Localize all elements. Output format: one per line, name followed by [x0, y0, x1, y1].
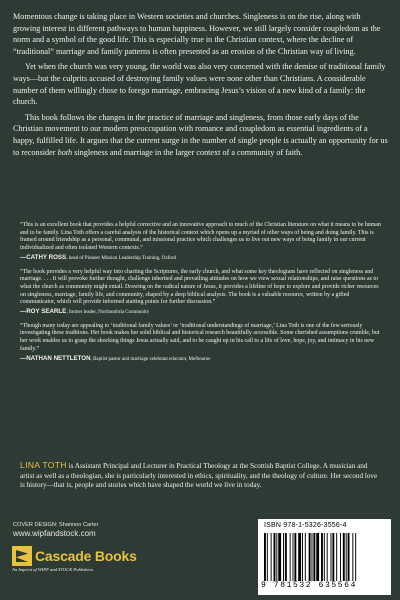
blurb-text: singleness and marriage in the larger context of a community of faith.: [72, 147, 303, 157]
blurb-text: This book follows the changes in the practice of marriage and singleness, from those early days of the Christian movement to our modern preoccupation with romance and coupledom as essential ingredients of a happy, fulfilled life. It argues that the current surge in the number of single people is actually an opportunity for us to reconsider: [13, 112, 388, 157]
endorsement-attribution: [20, 308, 382, 317]
endorser-role: , former leader, Northumbria Community: [66, 310, 150, 316]
blurb-paragraph-3: [13, 112, 388, 158]
publisher-imprint: An Imprint of WIPF and STOCK Publishers: [12, 567, 94, 572]
endorsements: [20, 222, 382, 369]
endorsement-attribution: [20, 254, 382, 263]
barcode-digits: 9 781532 635564: [261, 581, 358, 590]
endorsement: [20, 222, 382, 263]
barcode-bars-icon: [264, 533, 384, 581]
publisher-logo-icon: [12, 546, 32, 566]
author-name: LINA TOTH: [20, 460, 67, 470]
endorser-name: —NATHAN NETTLETON: [20, 354, 91, 362]
isbn-label: ISBN 978-1-5326-3556-4: [264, 522, 347, 529]
author-bio-text: is Assistant Principal and Lecturer in Practical Theology at the Scottish Baptist College. A musician and artist as well as a theologian, she is particularly interested in ethics, spirituality, and the theology of culture. Her second love is history—that is, people and stories which have shaped the world we live in today.: [20, 462, 378, 489]
endorsement: [20, 323, 382, 364]
endorser-name: —ROY SEARLE: [20, 308, 67, 316]
barcode: [258, 519, 391, 595]
endorsement: [20, 269, 382, 317]
publisher-logo: [12, 546, 162, 572]
blurb: [13, 11, 388, 162]
endorser-name: —CATHY ROSS: [20, 253, 67, 261]
endorsement-text: “Though many today are appealing to ‘traditional family values’ or ‘traditional understandings of marriage,’ Lina Toth is one of the few seriously investigating these traditions. Her book makes her solid biblical and historical research beautifully accessible. Some cherished assumptions crumble, but her work enables us to grasp the shocking things Jesus actually said, and to be caught up in his call to a life of love, hope, joy, and intimacy in his new family.”: [20, 322, 380, 352]
blurb-paragraph-1: Momentous change is taking place in Western societies and churches. Singleness is on the rise, along with growing interest in different pathways to human happiness. However, we still largely consider coupledom as the norm and a symbol of the good life. This is especially true in the Christian context, where the decline of “traditional” marriage and family patterns is often presented as an erosion of the Christian way of living.: [13, 12, 381, 56]
publisher-url: www.wipfandstock.com: [13, 529, 96, 538]
endorsement-text: “This is an excellent book that provides a helpful corrective and an innovative approach to much of the Christian literature on what it means to be human and to be family. Lina Toth offers a careful analysis of the historical context which opens up a myriad of other ways of being and doing family. This is framed around friendship as a personal, communal, and missional practice which challenges us to live out new ways of being family in our current individualized and often isolated Western contexts.”: [20, 222, 381, 252]
endorser-role: , Baptist pastor and marriage celebrant educator, Melbourne: [90, 356, 211, 362]
publisher-logo-row: [12, 546, 162, 566]
blurb-emphasis: both: [57, 147, 73, 157]
author-bio: [20, 461, 382, 491]
publisher-brand: Cascade Books: [35, 548, 137, 564]
credits: [13, 522, 99, 537]
blurb-paragraph-2: Yet when the church was very young, the world was also very concerned with the demise of traditional family ways—but the culprits accused of destroying family values were none other than Christians. A considerable number of them willingly chose to forego marriage, embracing Jesus’s vision of a new kind of a family: the church.: [13, 62, 386, 107]
endorser-role: , head of Pioneer Mission Leadership Training, Oxford: [66, 255, 177, 261]
endorsement-attribution: [20, 355, 382, 364]
endorsement-text: “The book provides a very helpful way into charting the Scriptures, the early church, and what some key theologians have reflected on singleness and marriage. . . . It will provoke further thought, challenge inherited and prevailing attitudes on how we view sexual relationships, and raise questions as to what the church as community might entail. Drawing on the radical nature of Jesus, it provides a lifeline of hope to explore and provide richer resources on singleness, marriage, family life, and community, shaped by a deep biblical analysis. The book is a valuable resource, written by a gifted communicator, which will provide informed starting points for further discussion.”: [20, 268, 379, 306]
cover-design-credit: COVER DESIGN: Shannon Carter: [13, 522, 99, 528]
